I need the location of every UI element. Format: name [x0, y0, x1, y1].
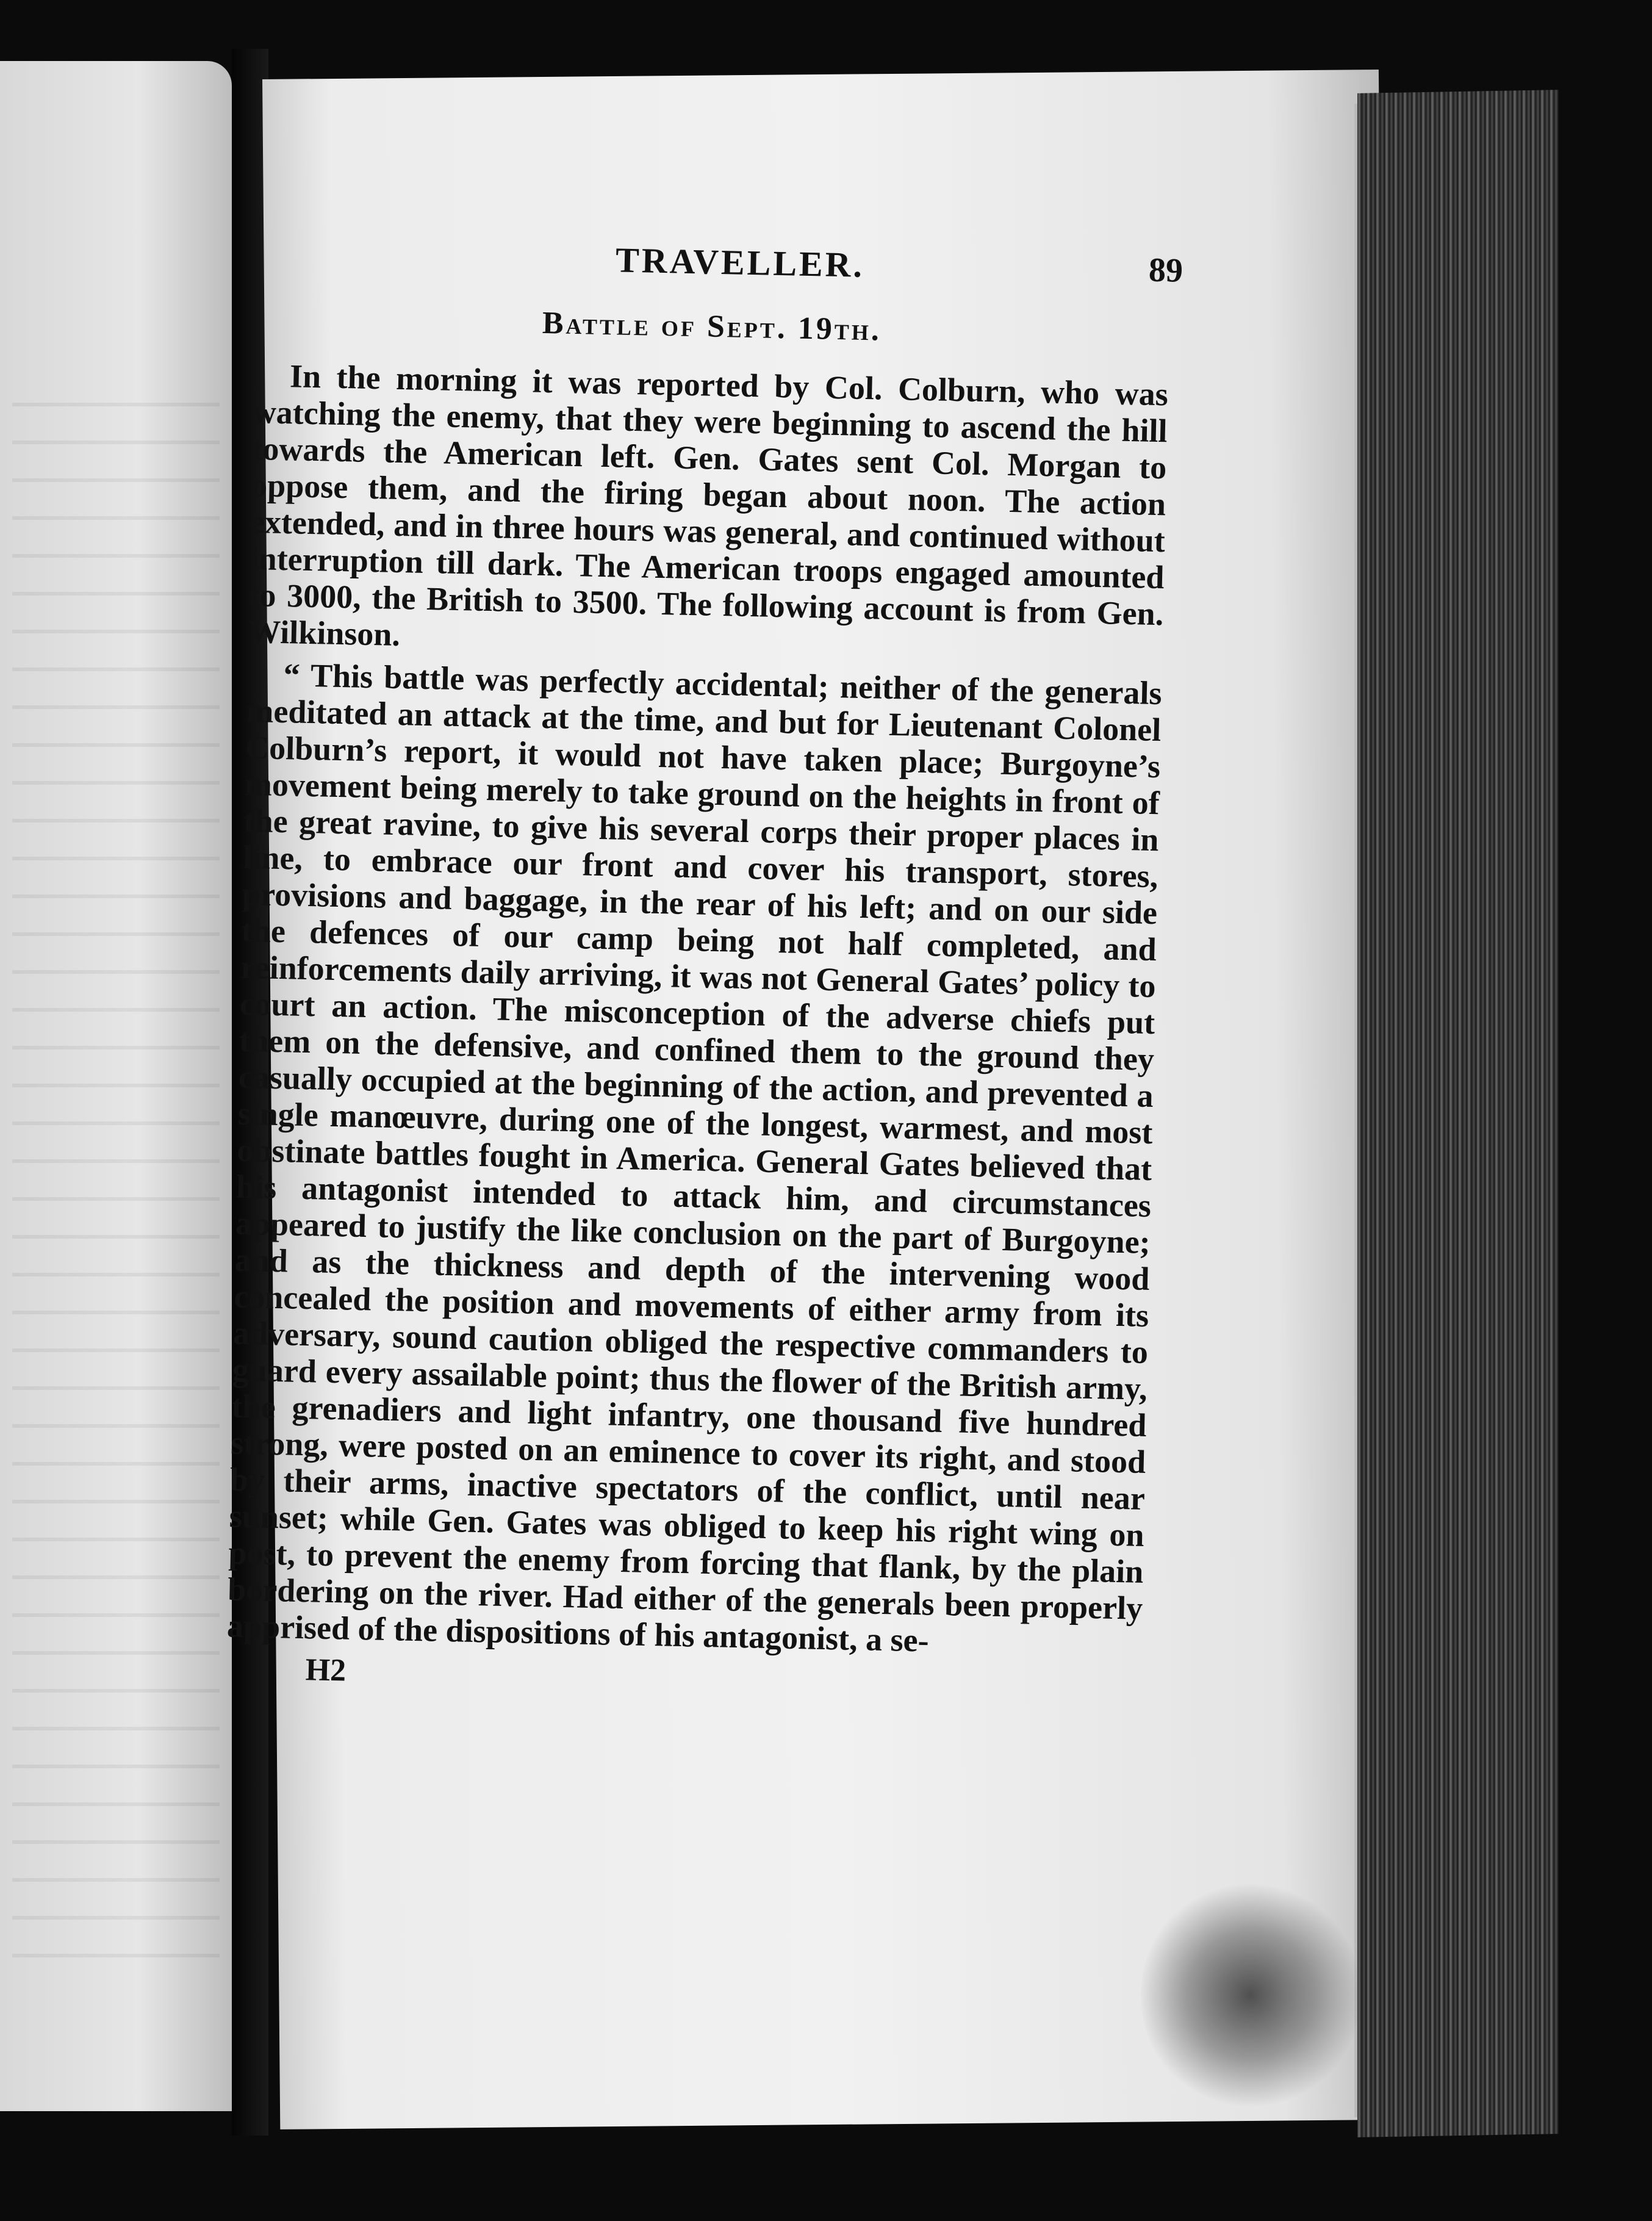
signature-mark: H2 [305, 1652, 347, 1688]
running-head: TRAVELLER. [615, 240, 865, 285]
page-number: 89 [1148, 251, 1183, 290]
book-page-edges [1357, 90, 1559, 2137]
page-text [226, 232, 1183, 1705]
facing-page-left [0, 61, 232, 2111]
paragraph-2: “ This battle was perfectly accidental; neither of the generals meditated an attack at the time, and but for Lieutenant Colonel Colburn’s report, it would not have taken place; Burgoyne’s movement being merely to take ground on the heights in front of the great ravine, to give his several corps their proper places in line, to embrace our front and cover his transport, stores, provisions and baggage, in the rear of his left; and on our side the defences of our camp being not half completed, and reinforcements daily arriving, it was not General Gates’ policy to court an action. The misconception of the adverse chiefs put them on the defensive, and confined them to the ground they casually occupied at the beginning of the action, and prevented a single manœuvre, during one of the longest, warmest, and most obstinate battles fought in America. General Gates believed that his antagonist intended to attack him, and circumstances appeared to justify the like conclusion on the part of Burgoyne; and as the thickness and depth of the intervening wood concealed the position and movements of either army from its adversary, sound caution obliged the respective commanders to guard every assailable point; thus the flower of the British army, the grenadiers and light infantry, one thousand five hundred strong, were posted on an eminence to cover its right, and stood by their arms, inactive spectators of the conflict, until near sunset; while Gen. Gates was obliged to keep his right wing on post, to prevent the enemy from forcing that flank, by the plain bordering on the river. Had either of the generals been properly apprised of the dispositions of his antagonist, a se- [226, 657, 1163, 1659]
facing-page-text-shadow [12, 403, 220, 1989]
section-title: Battle of Sept. 19th. [542, 305, 882, 348]
ink-smudge [1141, 1879, 1360, 2111]
paragraph-1: In the morning it was reported by Col. Colburn, who was watching the enemy, that they were beginning to ascend the hill towards the American left. Gen. Gates sent Col. Morgan to oppose them, and the firing began about noon. The action extended, and in three hours was general, and continued without interruption till dark. The American troops engaged amounted to 3000, the British to 3500. The following account is from Gen. Wilkinson. [247, 358, 1169, 653]
